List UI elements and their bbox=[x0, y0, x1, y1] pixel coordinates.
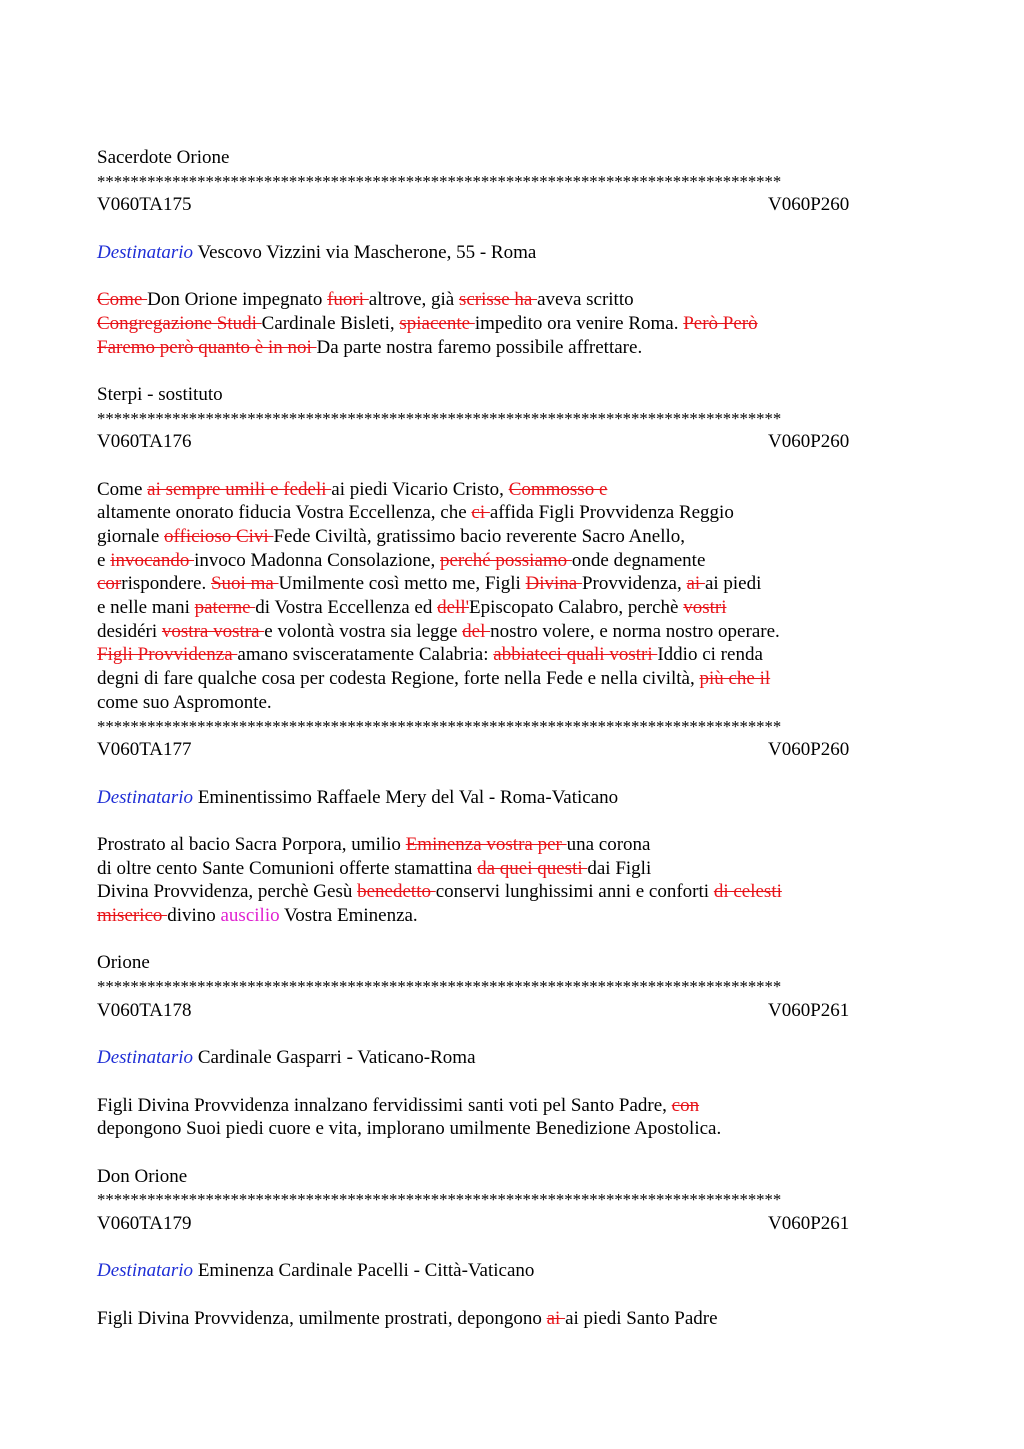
text-run: aveva scritto bbox=[537, 289, 634, 311]
record-id: V060TA178 bbox=[97, 999, 192, 1021]
text-line bbox=[97, 951, 937, 975]
deleted-text: benedetto bbox=[357, 881, 436, 903]
text-run: desidéri bbox=[97, 620, 162, 642]
text-run: di Vostra Eccellenza ed bbox=[255, 597, 438, 619]
deleted-text: ai sempre umili e fedeli bbox=[147, 478, 332, 500]
blank-line bbox=[97, 762, 937, 786]
separator-stars: ********************************************************************************** bbox=[97, 716, 782, 736]
text-line bbox=[97, 620, 937, 644]
record-id: V060TA177 bbox=[97, 739, 192, 761]
blank-line bbox=[97, 1283, 937, 1307]
text-run: divino bbox=[167, 905, 221, 926]
text-run: e volontà vostra sia legge bbox=[264, 620, 463, 642]
deleted-text: di celesti bbox=[713, 881, 782, 903]
text-line bbox=[97, 1117, 937, 1141]
text-line bbox=[97, 1046, 937, 1070]
record-id-row bbox=[97, 999, 937, 1023]
text-run: Vescovo Vizzini via Mascherone, 55 - Roma bbox=[193, 241, 537, 263]
deleted-text: Commosso e bbox=[508, 478, 608, 500]
text-run: Divina Provvidenza, perchè Gesù bbox=[97, 881, 358, 903]
text-run: Figli Divina Provvidenza innalzano fervidissimi santi voti pel Santo Padre, bbox=[97, 1094, 672, 1116]
text-run: altrove, già bbox=[368, 289, 459, 311]
text-run: dai Figli bbox=[587, 857, 652, 879]
text-line bbox=[97, 1259, 937, 1283]
text-run: nostro volere, e norma nostro operare. bbox=[490, 620, 780, 642]
text-run: Sterpi - sostituto bbox=[97, 383, 223, 405]
deleted-text: con bbox=[671, 1094, 700, 1116]
deleted-text: scrisse ha bbox=[458, 289, 538, 311]
text-line bbox=[97, 478, 937, 502]
text-line bbox=[97, 501, 937, 525]
page-ref: V060P261 bbox=[768, 1212, 850, 1234]
text-run: una corona bbox=[566, 833, 651, 855]
deleted-text: del bbox=[462, 620, 491, 642]
page-ref: V060P261 bbox=[768, 999, 850, 1021]
recipient-label: Destinatario bbox=[97, 786, 194, 808]
record-id-row bbox=[97, 193, 937, 217]
text-run: Eminentissimo Raffaele Mery del Val - Roma-Vaticano bbox=[193, 786, 619, 808]
deleted-text: vostra vostra bbox=[161, 620, 265, 642]
text-run: impedito ora venire Roma. bbox=[474, 312, 684, 334]
text-line bbox=[97, 786, 937, 810]
text-line bbox=[97, 336, 937, 360]
text-run: Orione bbox=[97, 952, 150, 974]
text-run: Eminenza Cardinale Pacelli - Città-Vaticano bbox=[193, 1260, 535, 1282]
recipient-label: Destinatario bbox=[97, 1047, 194, 1069]
blank-line bbox=[97, 359, 937, 383]
text-line bbox=[97, 146, 937, 170]
deleted-text: Però Però bbox=[683, 312, 758, 334]
text-run: Come bbox=[97, 478, 148, 500]
deleted-text: fuori bbox=[327, 289, 369, 311]
separator-stars: ********************************************************************************** bbox=[97, 408, 782, 428]
deleted-text: da quei questi bbox=[477, 857, 588, 879]
deleted-text: spiacente bbox=[399, 312, 475, 334]
text-run: Iddio ci renda bbox=[657, 644, 763, 666]
blank-line bbox=[97, 264, 937, 288]
deleted-text: dell' bbox=[437, 597, 470, 619]
text-run: e nelle mani bbox=[97, 597, 195, 619]
text-run: Da parte nostra faremo possibile affrettare. bbox=[316, 336, 643, 358]
text-run: Episcopato Calabro, perchè bbox=[469, 597, 684, 619]
text-line bbox=[97, 857, 937, 881]
text-run: Sacerdote Orione bbox=[97, 147, 230, 168]
blank-line bbox=[97, 1236, 937, 1260]
text-run: onde degnamente bbox=[571, 549, 706, 571]
text-run: depongono Suoi piedi cuore e vita, implorano umilmente Benedizione Apostolica. bbox=[97, 1118, 722, 1140]
blank-line bbox=[97, 928, 937, 952]
text-run: Vostra Eminenza. bbox=[279, 905, 418, 926]
record-id-row bbox=[97, 430, 937, 454]
text-run: altamente onorato fiducia Vostra Eccellenza, che bbox=[97, 502, 472, 524]
highlighted-word: auscilio bbox=[220, 905, 280, 926]
text-run: ai piedi Vicario Cristo, bbox=[331, 478, 509, 500]
text-run: ai piedi bbox=[704, 573, 762, 595]
text-run: degni di fare qualche cosa per codesta Regione, forte nella Fede e nella civiltà, bbox=[97, 668, 700, 690]
text-line bbox=[97, 383, 937, 407]
recipient-label: Destinatario bbox=[97, 1260, 194, 1282]
blank-line bbox=[97, 217, 937, 241]
text-run: di oltre cento Sante Comunioni offerte stamattina bbox=[97, 857, 478, 879]
page-ref: V060P260 bbox=[768, 739, 850, 761]
deleted-text: Suoi ma bbox=[210, 573, 279, 595]
blank-line bbox=[97, 1141, 937, 1165]
text-run: Don Orione bbox=[97, 1165, 188, 1187]
text-run: Fede Civiltà, gratissimo bacio reverente Sacro Anello, bbox=[273, 526, 686, 547]
text-run: affida Figli Provvidenza Reggio bbox=[489, 502, 734, 524]
deleted-text: abbiateci quali vostri bbox=[493, 644, 658, 666]
text-line bbox=[97, 880, 937, 904]
text-run: Umilmente così metto me, Figli bbox=[278, 573, 526, 595]
text-line bbox=[97, 241, 937, 265]
separator-stars: ********************************************************************************** bbox=[97, 171, 782, 191]
text-line bbox=[97, 1165, 937, 1189]
record-id: V060TA176 bbox=[97, 431, 192, 453]
text-run: Don Orione impegnato bbox=[147, 289, 328, 311]
text-run: Provvidenza, bbox=[581, 573, 687, 595]
deleted-text: Divina bbox=[525, 573, 582, 595]
text-line bbox=[97, 691, 937, 715]
record-id-row bbox=[97, 738, 937, 762]
text-line bbox=[97, 904, 937, 928]
deleted-text: invocando bbox=[110, 549, 195, 571]
deleted-text: più che il bbox=[699, 668, 771, 690]
record-id: V060TA175 bbox=[97, 194, 192, 216]
deleted-text: Congregazione Studi bbox=[97, 312, 262, 334]
deleted-text: paterne bbox=[194, 597, 256, 619]
text-line bbox=[97, 596, 937, 620]
page-ref: V060P260 bbox=[768, 194, 850, 216]
text-run: Cardinale Gasparri - Vaticano-Roma bbox=[193, 1047, 476, 1069]
deleted-text: officioso Civi bbox=[164, 526, 274, 547]
text-line bbox=[97, 833, 937, 857]
text-run: Cardinale Bisleti, bbox=[261, 312, 400, 334]
deleted-text: vostri bbox=[683, 597, 727, 619]
text-line bbox=[97, 1307, 937, 1331]
text-run: come suo Aspromonte. bbox=[97, 691, 272, 713]
record-id-row bbox=[97, 1212, 937, 1236]
text-run: invoco Madonna Consolazione, bbox=[194, 549, 440, 571]
text-line bbox=[97, 288, 937, 312]
deleted-text: ai bbox=[686, 573, 705, 595]
deleted-text: Faremo però quanto è in noi bbox=[97, 336, 317, 358]
text-line bbox=[97, 572, 937, 596]
separator-stars: ********************************************************************************** bbox=[97, 977, 782, 997]
deleted-text: ci bbox=[471, 502, 490, 524]
page-ref: V060P260 bbox=[768, 431, 850, 453]
text-line bbox=[97, 312, 937, 336]
text-run: ai piedi Santo Padre bbox=[565, 1307, 718, 1329]
text-line bbox=[97, 549, 937, 573]
text-run: e bbox=[97, 549, 111, 571]
text-run: conservi lunghissimi anni e conforti bbox=[435, 881, 714, 903]
text-line bbox=[97, 643, 937, 667]
separator-stars: ********************************************************************************** bbox=[97, 1190, 782, 1210]
text-run: Figli Divina Provvidenza, umilmente prostrati, depongono bbox=[97, 1307, 547, 1329]
deleted-text: miserico bbox=[97, 905, 168, 926]
blank-line bbox=[97, 454, 937, 478]
record-id: V060TA179 bbox=[97, 1212, 192, 1234]
text-run: rispondere. bbox=[121, 573, 211, 595]
text-run: Prostrato al bacio Sacra Porpora, umilio bbox=[97, 833, 406, 855]
blank-line bbox=[97, 1022, 937, 1046]
deleted-text: Come bbox=[97, 289, 148, 311]
text-run: giornale bbox=[97, 526, 165, 547]
text-run: amano svisceratamente Calabria: bbox=[237, 644, 494, 666]
deleted-text: ai bbox=[546, 1307, 566, 1329]
deleted-text: Figli Provvidenza bbox=[97, 644, 238, 666]
deleted-text: Eminenza vostra per bbox=[405, 833, 567, 855]
text-line bbox=[97, 1094, 937, 1118]
blank-line bbox=[97, 1070, 937, 1094]
text-line bbox=[97, 667, 937, 691]
document-page bbox=[97, 146, 937, 1330]
deleted-text: perché possiamo bbox=[440, 549, 572, 571]
blank-line bbox=[97, 809, 937, 833]
deleted-text: cor bbox=[97, 573, 122, 595]
recipient-label: Destinatario bbox=[97, 241, 194, 263]
text-line bbox=[97, 525, 937, 549]
